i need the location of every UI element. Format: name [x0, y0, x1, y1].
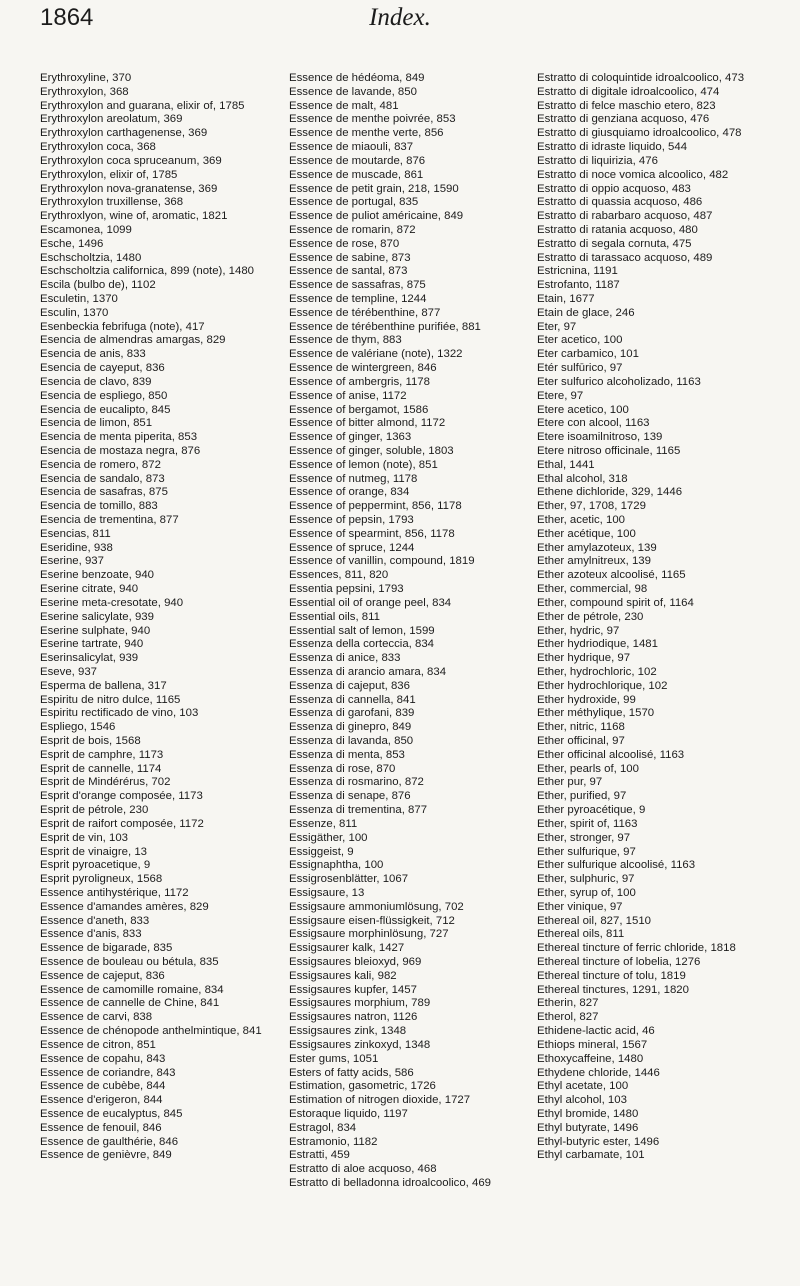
index-entry: Eschscholtzia californica, 899 (note), 1480	[40, 265, 255, 278]
index-entry: Essence de coriandre, 843	[40, 1066, 176, 1079]
index-entry: Ether pyroacétique, 9	[537, 804, 646, 817]
index-entry: Essence de malt, 481	[289, 99, 399, 112]
index-entry: Ether amylnitreux, 139	[537, 555, 651, 568]
index-entry: Estratto di noce vomica alcoolico, 482	[537, 168, 729, 181]
index-entry: Ether, commercial, 98	[537, 583, 648, 596]
index-entry: Estimation of nitrogen dioxide, 1727	[289, 1094, 471, 1107]
index-entry: Essence de camomille romaine, 834	[40, 983, 224, 996]
index-entry: Esprit de camphre, 1173	[40, 748, 164, 761]
index-entry: Ethyl alcohol, 103	[537, 1094, 627, 1107]
index-entry: Esprit pyroligneux, 1568	[40, 873, 163, 886]
index-entry: Esencia de espliego, 850	[40, 389, 168, 402]
index-entry: Essence de portugal, 835	[289, 196, 419, 209]
index-entry: Essenza di anice, 833	[289, 652, 401, 665]
index-entry: Esencia de anis, 833	[40, 348, 146, 361]
index-entry: Estramonio, 1182	[289, 1135, 378, 1148]
index-entry: Esprit de vin, 103	[40, 831, 129, 844]
index-entry: Essence de wintergreen, 846	[289, 362, 437, 375]
index-entry: Ether acétique, 100	[537, 527, 636, 540]
index-entry: Essence of ambergris, 1178	[289, 375, 430, 388]
index-entry: Essence de eucalyptus, 845	[40, 1107, 183, 1120]
index-column-2	[289, 72, 533, 1191]
index-entry: Essence of lemon (note), 851	[289, 458, 438, 471]
index-entry: Essence de miaouli, 837	[289, 141, 414, 154]
index-entry: Essigsaures bleioxyd, 969	[289, 956, 422, 968]
index-entry: Essence de cannelle de Chine, 841	[40, 997, 220, 1010]
index-entry: Essence antihystérique, 1172	[40, 886, 189, 899]
index-entry: Ether, nitric, 1168	[537, 721, 625, 734]
index-entry: Estratto di oppio acquoso, 483	[537, 182, 691, 195]
index-entry: Essence de moutarde, 876	[289, 154, 426, 167]
index-entry: Estricnina, 1191	[537, 265, 618, 278]
index-entry: Essence de citron, 851	[40, 1038, 156, 1051]
index-entry: Essence de copahu, 843	[40, 1052, 166, 1065]
index-entry: Esencia de sasafras, 875	[40, 486, 168, 499]
index-entry: Eserine salicylate, 939	[40, 610, 154, 623]
index-entry: Ether de pétrole, 230	[537, 610, 644, 623]
index-entry: Essigsaures natron, 1126	[289, 1011, 418, 1024]
index-entry: Esters of fatty acids, 586	[289, 1066, 414, 1079]
index-entry: Esencia de tomillo, 883	[40, 500, 158, 513]
index-entry: Ether pur, 97	[537, 776, 603, 789]
index-entry: Essence de menthe verte, 856	[289, 127, 444, 140]
index-entry: Essenza di rosmarino, 872	[289, 776, 424, 789]
index-entry: Essence of orange, 834	[289, 486, 410, 499]
index-entry: Esprit de Mindérérus, 702	[40, 776, 171, 789]
index-entry: Esencia de menta piperita, 853	[40, 431, 198, 444]
index-entry: Ether, purified, 97	[537, 790, 627, 803]
index-entry: Essence de hédéoma, 849	[289, 72, 425, 84]
index-entry: Ethyl acetate, 100	[537, 1080, 629, 1093]
index-entry: Essignaphtha, 100	[289, 859, 384, 872]
index-entry: Ethyl bromide, 1480	[537, 1107, 639, 1120]
index-entry: Esprit d'orange composée, 1173	[40, 790, 203, 803]
index-entry: Ether, hydric, 97	[537, 624, 620, 637]
index-entry: Essence de bouleau ou bétula, 835	[40, 956, 219, 968]
index-entry: Esprit de raifort composée, 1172	[40, 817, 204, 830]
index-entry: Eter, 97	[537, 320, 577, 333]
index-entry: Essenza di garofani, 839	[289, 707, 415, 720]
index-entry: Estratto di felce maschio etero, 823	[537, 99, 716, 112]
index-entry: Ether, syrup of, 100	[537, 886, 636, 899]
index-entry: Etherol, 827	[537, 1011, 599, 1024]
index-entry: Essenza di lavanda, 850	[289, 735, 414, 747]
index-entry: Eserine meta-cresotate, 940	[40, 596, 184, 609]
index-entry: Ethydene chloride, 1446	[537, 1066, 660, 1079]
index-entry: Etherin, 827	[537, 997, 599, 1010]
index-entry: Espliego, 1546	[40, 721, 116, 734]
index-entry: Eseridine, 938	[40, 541, 113, 554]
index-entry: Ether sulfurique, 97	[537, 845, 636, 858]
index-entry: Essence de valériane (note), 1322	[289, 348, 463, 361]
index-entry: Eter acetico, 100	[537, 334, 623, 347]
index-entry: Ether, compound spirit of, 1164	[537, 596, 694, 609]
index-entry: Ether hydrochlorique, 102	[537, 679, 668, 692]
index-entry: Esculin, 1370	[40, 306, 109, 319]
index-entry: Esprit de bois, 1568	[40, 735, 141, 747]
index-entry: Essence de santal, 873	[289, 265, 408, 278]
index-entry: Espiritu rectificado de vino, 103	[40, 707, 199, 720]
index-entry: Esprit de pétrole, 230	[40, 804, 149, 817]
index-entry: Essenza di cannella, 841	[289, 693, 416, 706]
index-entry: Essence of bitter almond, 1172	[289, 417, 446, 430]
index-entry: Ethereal tincture of ferric chloride, 1818	[537, 942, 736, 955]
index-entry: Ethiops mineral, 1567	[537, 1038, 648, 1051]
index-entry: Esencia de romero, 872	[40, 458, 161, 471]
index-entry: Ether amylazoteux, 139	[537, 541, 657, 554]
index-entry: Ether, hydrochloric, 102	[537, 665, 657, 678]
index-entry: Etere, 97	[537, 389, 584, 402]
index-entry: Esche, 1496	[40, 237, 104, 250]
index-entry: Essigsaures kali, 982	[289, 969, 397, 982]
index-entry: Essigsaure morphinlösung, 727	[289, 928, 449, 941]
index-entry: Erythroxylon coca spruceanum, 369	[40, 154, 222, 167]
index-entry: Eter sulfurico alcoholizado, 1163	[537, 375, 701, 388]
index-entry: Essence de chénopode anthelmintique, 841	[40, 1025, 262, 1038]
index-entry: Estrofanto, 1187	[537, 279, 620, 292]
index-entry: Essenze, 811	[289, 817, 358, 830]
index-entry: Essential salt of lemon, 1599	[289, 624, 435, 637]
index-entry: Essential oils, 811	[289, 610, 380, 623]
index-entry: Essence of anise, 1172	[289, 389, 407, 402]
index-entry: Essence de térébenthine purifiée, 881	[289, 320, 481, 333]
index-entry: Estratto di rabarbaro acquoso, 487	[537, 210, 713, 223]
index-entry: Etere nitroso officinale, 1165	[537, 444, 681, 457]
index-entry: Ethyl carbamate, 101	[537, 1149, 645, 1162]
index-entry: Essence de genièvre, 849	[40, 1149, 172, 1162]
index-entry: Essence de puliot américaine, 849	[289, 210, 464, 223]
index-entry: Essences, 811, 820	[289, 569, 389, 582]
index-entry: Essence de thym, 883	[289, 334, 402, 347]
index-entry: Esencia de mostaza negra, 876	[40, 444, 201, 457]
index-entry: Essence de lavande, 850	[289, 85, 417, 98]
running-head: Index.	[369, 4, 431, 31]
index-entry: Esprit de vinaigre, 13	[40, 845, 148, 858]
index-entry: Ether azoteux alcoolisé, 1165	[537, 569, 686, 582]
index-entry: Essenza di ginepro, 849	[289, 721, 412, 734]
index-entry: Essence of spruce, 1244	[289, 541, 415, 554]
index-entry: Esprit pyroacetique, 9	[40, 859, 151, 872]
index-entry: Eserine tartrate, 940	[40, 638, 144, 651]
index-entry: Etér sulfūrico, 97	[537, 362, 623, 375]
index-entry: Estratto di liquirizia, 476	[537, 154, 658, 167]
index-entry: Estratti, 459	[289, 1149, 350, 1162]
index-column-3	[537, 72, 780, 1163]
index-entry: Essence of peppermint, 856, 1178	[289, 500, 462, 513]
index-entry: Erythroxylon areolatum, 369	[40, 113, 183, 126]
index-entry: Ether, acetic, 100	[537, 514, 626, 526]
index-entry: Essence de térébenthine, 877	[289, 306, 441, 319]
index-entry: Escila (bulbo de), 1102	[40, 279, 156, 292]
index-entry: Essigsaure eisen-flüssigkeit, 712	[289, 914, 455, 927]
index-entry: Essence de sabine, 873	[289, 251, 411, 264]
index-entry: Ethereal oil, 827, 1510	[537, 914, 651, 927]
index-entry: Ethyl-butyric ester, 1496	[537, 1135, 660, 1148]
index-entry: Essigsaures zink, 1348	[289, 1025, 407, 1038]
index-entry: Esprit de cannelle, 1174	[40, 762, 162, 775]
index-entry: Essence d'anis, 833	[40, 928, 142, 941]
index-entry: Esencia de sandalo, 873	[40, 472, 165, 485]
index-entry: Essenza di senape, 876	[289, 790, 411, 803]
index-entry: Essigäther, 100	[289, 831, 368, 844]
index-entry: Ester gums, 1051	[289, 1052, 379, 1065]
index-entry: Estratto di digitale idroalcoolico, 474	[537, 85, 720, 98]
index-entry: Ether, sulphuric, 97	[537, 873, 635, 886]
index-entry: Estratto di segala cornuta, 475	[537, 237, 692, 250]
index-entry: Essence de gaulthérie, 846	[40, 1135, 179, 1148]
index-entry: Essenza di cajeput, 836	[289, 679, 410, 692]
index-entry: Esenbeckia febrifuga (note), 417	[40, 320, 205, 333]
index-entry: Etere isoamilnitroso, 139	[537, 431, 663, 444]
index-entry: Erythroxyline, 370	[40, 72, 132, 84]
index-entry: Ethal, 1441	[537, 458, 595, 471]
index-entry: Ethidene-lactic acid, 46	[537, 1025, 655, 1038]
index-entry: Espiritu de nitro dulce, 1165	[40, 693, 181, 706]
index-entry: Essence de cajeput, 836	[40, 969, 165, 982]
index-entry: Erythroxylon and guarana, elixir of, 1785	[40, 99, 245, 112]
index-entry: Eserinsalicylat, 939	[40, 652, 139, 665]
index-entry: Essigrosenblätter, 1067	[289, 873, 409, 886]
index-entry: Essence of vanillin, compound, 1819	[289, 555, 475, 568]
index-entry: Ethoxycaffeine, 1480	[537, 1052, 644, 1065]
index-entry: Eschscholtzia, 1480	[40, 251, 142, 264]
index-entry: Esencia de limon, 851	[40, 417, 153, 430]
index-entry: Ethyl butyrate, 1496	[537, 1121, 639, 1134]
index-entry: Essence de petit grain, 218, 1590	[289, 182, 459, 195]
index-entry: Esencia de cayeput, 836	[40, 362, 165, 375]
index-entry: Ethereal oils, 811	[537, 928, 625, 941]
index-entry: Erythroxylon truxillense, 368	[40, 196, 184, 209]
index-entry: Essence d'aneth, 833	[40, 914, 150, 927]
index-entry: Essence of ginger, soluble, 1803	[289, 444, 454, 457]
page-header	[40, 4, 760, 40]
index-entry: Eter carbamico, 101	[537, 348, 639, 361]
index-entry: Essenza di trementina, 877	[289, 804, 428, 817]
index-entry: Essenza di menta, 853	[289, 748, 405, 761]
index-entry: Esencia de clavo, 839	[40, 375, 152, 388]
index-entry: Essence d'erigeron, 844	[40, 1094, 163, 1107]
index-entry: Estratto di genziana acquoso, 476	[537, 113, 710, 126]
index-entry: Estratto di coloquintide idroalcoolico, 473	[537, 72, 745, 84]
index-entry: Eserine citrate, 940	[40, 583, 139, 596]
index-entry: Essence de carvi, 838	[40, 1011, 153, 1024]
index-entry: Essence de romarin, 872	[289, 223, 416, 236]
index-entry: Ethereal tincture of lobelia, 1276	[537, 956, 701, 968]
index-entry: Esperma de ballena, 317	[40, 679, 167, 692]
index-entry: Eserine sulphate, 940	[40, 624, 151, 637]
index-entry: Essenza di rose, 870	[289, 762, 396, 775]
index-entry: Ether, pearls of, 100	[537, 762, 639, 775]
index-entry: Ether, 97, 1708, 1729	[537, 500, 646, 513]
index-entry: Esencia de eucalipto, 845	[40, 403, 171, 416]
index-entry: Esculetin, 1370	[40, 293, 118, 305]
index-entry: Estratto di quassia acquoso, 486	[537, 196, 703, 209]
index-entry: Estratto di tarassaco acquoso, 489	[537, 251, 713, 264]
index-entry: Essence de rose, 870	[289, 237, 400, 250]
index-entry: Essenza di arancio amara, 834	[289, 665, 447, 678]
index-entry: Ethereal tincture of tolu, 1819	[537, 969, 686, 982]
index-entry: Estragol, 834	[289, 1121, 357, 1134]
index-entry: Estimation, gasometric, 1726	[289, 1080, 436, 1093]
index-columns	[40, 72, 780, 1277]
index-entry: Etain, 1677	[537, 293, 595, 305]
index-entry: Essence de cubèbe, 844	[40, 1080, 166, 1093]
index-entry: Essigsaure ammoniumlösung, 702	[289, 900, 464, 913]
index-entry: Estratto di aloe acquoso, 468	[289, 1163, 437, 1176]
index-entry: Essigsaures morphium, 789	[289, 997, 431, 1010]
index-entry: Essential oil of orange peel, 834	[289, 596, 452, 609]
index-entry: Estratto di belladonna idroalcoolico, 469	[289, 1177, 492, 1189]
index-entry: Ether hydrique, 97	[537, 652, 631, 665]
index-entry: Ether, spirit of, 1163	[537, 817, 638, 830]
index-entry: Essigsaures zinkoxyd, 1348	[289, 1038, 431, 1051]
index-entry: Estratto di idraste liquido, 544	[537, 141, 688, 154]
index-entry: Essence of bergamot, 1586	[289, 403, 429, 416]
index-entry: Etere acetico, 100	[537, 403, 629, 416]
index-entry: Essence de sassafras, 875	[289, 279, 426, 292]
index-entry: Ether vinique, 97	[537, 900, 623, 913]
index-entry: Essence de bigarade, 835	[40, 942, 173, 955]
index-entry: Estratto di ratania acquoso, 480	[537, 223, 698, 236]
index-entry: Ether méthylique, 1570	[537, 707, 655, 720]
index-entry: Essigsaure, 13	[289, 886, 365, 899]
index-entry: Ethene dichloride, 329, 1446	[537, 486, 683, 499]
index-entry: Essiggeist, 9	[289, 845, 354, 858]
index-entry: Erythroxylon, elixir of, 1785	[40, 168, 178, 181]
index-entry: Erythroxlyon, wine of, aromatic, 1821	[40, 210, 228, 223]
index-entry: Essence of spearmint, 856, 1178	[289, 527, 455, 540]
index-entry: Essigsaurer kalk, 1427	[289, 942, 405, 955]
index-entry: Escamonea, 1099	[40, 223, 132, 236]
index-entry: Ethereal tinctures, 1291, 1820	[537, 983, 689, 996]
index-entry: Essence de templine, 1244	[289, 293, 427, 305]
index-entry: Estratto di giusquiamo idroalcoolico, 478	[537, 127, 742, 140]
index-entry: Esencia de trementina, 877	[40, 514, 179, 526]
index-entry: Essentia pepsini, 1793	[289, 583, 404, 596]
index-entry: Essigsaures kupfer, 1457	[289, 983, 417, 996]
index-entry: Erythroxylon nova-granatense, 369	[40, 182, 218, 195]
index-entry: Ether, stronger, 97	[537, 831, 631, 844]
index-entry: Etere con alcool, 1163	[537, 417, 650, 430]
index-entry: Etain de glace, 246	[537, 306, 635, 319]
index-entry: Essence de fenouil, 846	[40, 1121, 162, 1134]
index-column-1	[40, 72, 284, 1163]
index-entry: Erythroxylon carthagenense, 369	[40, 127, 208, 140]
index-entry: Eserine, 937	[40, 555, 104, 568]
index-entry: Ether officinal, 97	[537, 735, 625, 747]
index-entry: Eseve, 937	[40, 665, 97, 678]
index-entry: Estoraque liquido, 1197	[289, 1107, 408, 1120]
index-entry: Ether hydroxide, 99	[537, 693, 636, 706]
index-entry: Esencias, 811	[40, 527, 111, 540]
index-entry: Erythroxylon coca, 368	[40, 141, 156, 154]
index-entry: Erythroxylon, 368	[40, 85, 129, 98]
index-entry: Essence of nutmeg, 1178	[289, 472, 418, 485]
index-entry: Ether sulfurique alcoolisé, 1163	[537, 859, 696, 872]
index-entry: Ether officinal alcoolisé, 1163	[537, 748, 685, 761]
index-entry: Essence of pepsin, 1793	[289, 514, 414, 526]
index-entry: Essence de menthe poivrée, 853	[289, 113, 456, 126]
index-entry: Ether hydriodique, 1481	[537, 638, 658, 651]
index-entry: Ethal alcohol, 318	[537, 472, 628, 485]
index-entry: Essence d'amandes amères, 829	[40, 900, 209, 913]
index-entry: Eserine benzoate, 940	[40, 569, 154, 582]
index-entry: Essence de muscade, 861	[289, 168, 424, 181]
index-entry: Esencia de almendras amargas, 829	[40, 334, 226, 347]
page-number: 1864	[40, 4, 94, 31]
index-entry: Essenza della corteccia, 834	[289, 638, 434, 651]
index-entry: Essence of ginger, 1363	[289, 431, 412, 444]
